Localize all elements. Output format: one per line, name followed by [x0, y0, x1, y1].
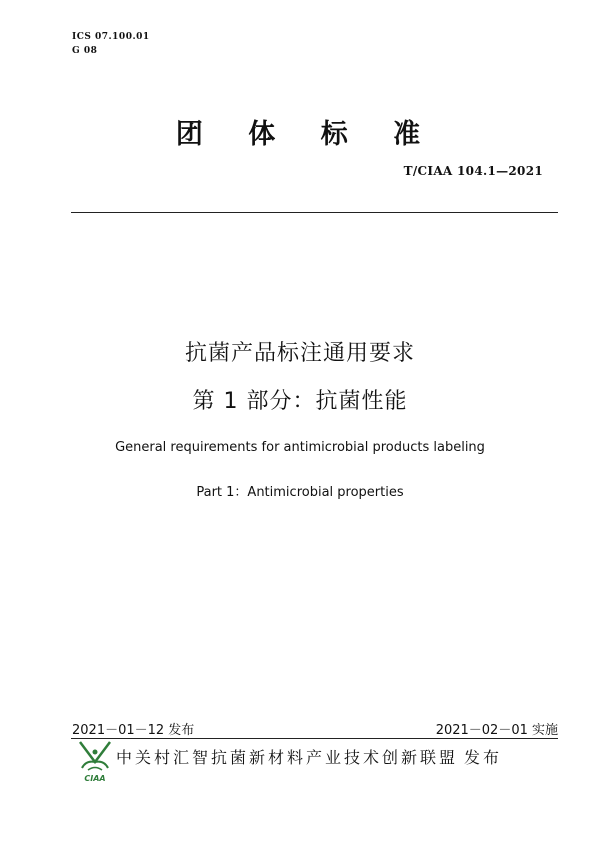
- publisher-line: [116, 745, 502, 768]
- classification-codes: [72, 30, 150, 58]
- publish-label: 发布: [464, 748, 503, 767]
- top-divider: [71, 212, 558, 213]
- ics-code: ICS 07.100.01: [72, 32, 150, 42]
- chinese-title: 抗菌产品标注通用要求: [184, 341, 415, 366]
- bottom-divider: [71, 738, 558, 739]
- implement-date: 2021－02－01 实施: [435, 723, 558, 738]
- ccs-code: G 08: [72, 46, 98, 56]
- logo-text: CIAA: [84, 774, 106, 783]
- publisher-name: 中关村汇智抗菌新材料产业技术创新联盟: [116, 748, 459, 767]
- english-title: General requirements for antimicrobial products labeling: [115, 440, 485, 455]
- ciaa-logo-icon: [76, 738, 114, 784]
- english-part-title: Part 1：Antimicrobial properties: [196, 485, 404, 500]
- publish-date: 2021－01－12 发布: [72, 723, 195, 738]
- chinese-part-title: 第 1 部分：抗菌性能: [192, 389, 408, 414]
- standard-category: 团 体 标 准: [175, 119, 439, 150]
- standard-number: T/CIAA 104.1—2021: [403, 164, 543, 178]
